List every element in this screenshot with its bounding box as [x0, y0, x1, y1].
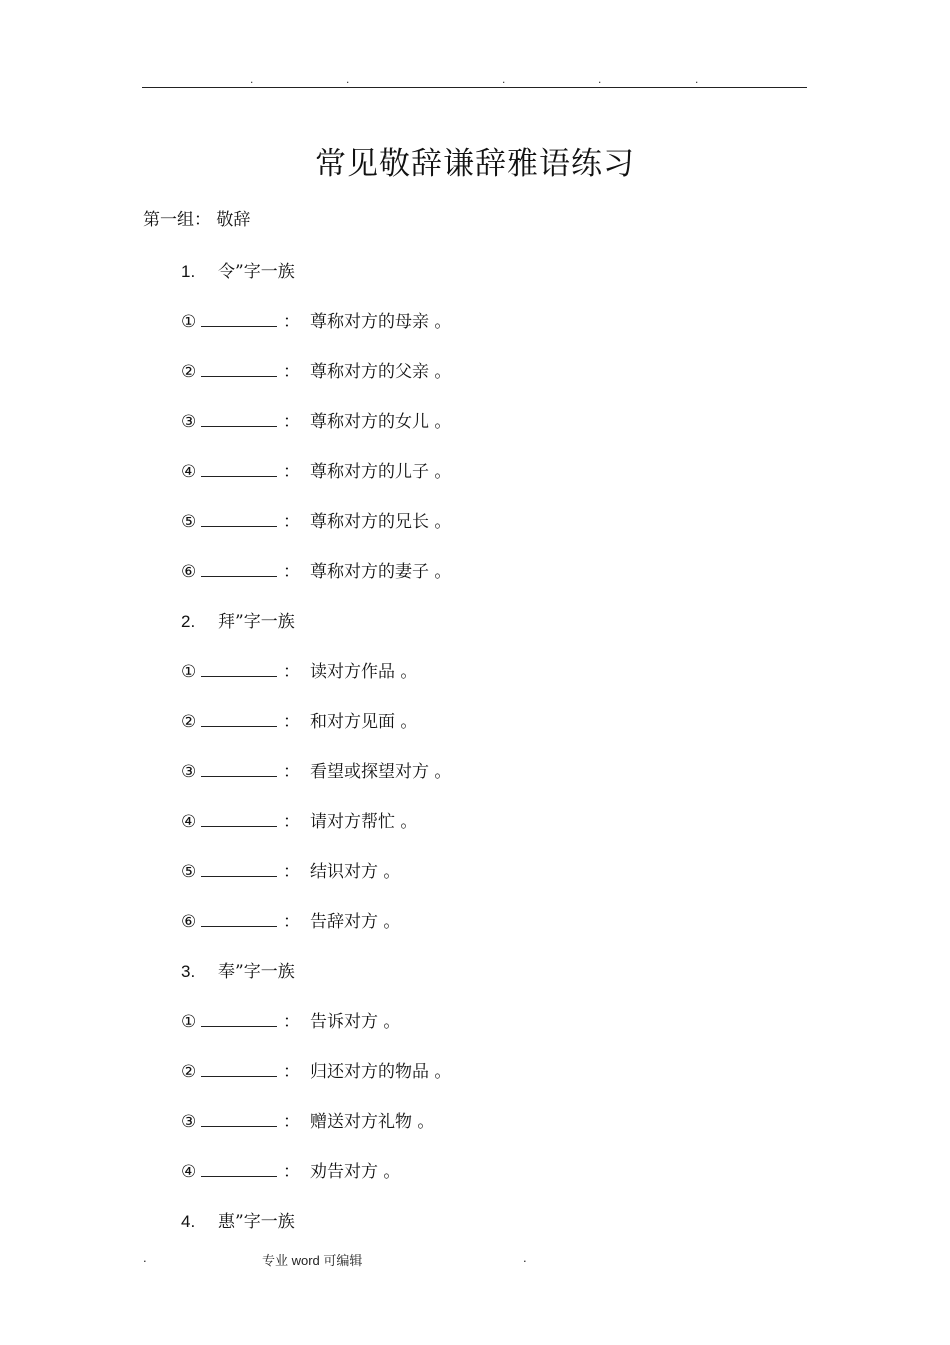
answer-blank[interactable] — [201, 561, 277, 577]
exercise-item — [181, 507, 451, 532]
item-marker: ② — [181, 1062, 197, 1082]
header-dot: . — [695, 72, 699, 86]
group-label: 第一组： 敬辞 — [143, 210, 251, 230]
item-marker: ⑤ — [181, 512, 197, 532]
answer-blank[interactable] — [201, 861, 277, 877]
item-marker: ④ — [181, 1162, 197, 1182]
item-description: 告辞对方 。 — [310, 912, 401, 932]
section-heading — [181, 607, 295, 632]
item-description: 结识对方 。 — [310, 862, 401, 882]
exercise-item — [181, 807, 417, 832]
answer-blank[interactable] — [201, 761, 277, 777]
section-number: 3. — [181, 962, 196, 981]
item-marker: ③ — [181, 1112, 197, 1132]
exercise-item — [181, 657, 417, 682]
item-separator: ： — [283, 1012, 300, 1032]
item-separator: ： — [283, 362, 300, 382]
item-description: 尊称对方的母亲 。 — [310, 312, 452, 332]
item-separator: ： — [283, 762, 300, 782]
exercise-item — [181, 757, 451, 782]
item-description: 告诉对方 。 — [310, 1012, 401, 1032]
item-separator: ： — [283, 662, 300, 682]
item-description: 归还对方的物品 。 — [310, 1062, 452, 1082]
section-title: 惠”字一族 — [218, 1212, 295, 1232]
section-number: 1. — [181, 262, 196, 281]
footer-left-dot: . — [143, 1250, 147, 1265]
exercise-item — [181, 1107, 434, 1132]
item-separator: ： — [283, 1162, 300, 1182]
header-dot: . — [346, 72, 350, 86]
item-separator: ： — [283, 312, 300, 332]
answer-blank[interactable] — [201, 461, 277, 477]
answer-blank[interactable] — [201, 1111, 277, 1127]
answer-blank[interactable] — [201, 411, 277, 427]
section-number: 2. — [181, 612, 196, 631]
item-description: 看望或探望对方 。 — [310, 762, 452, 782]
section-heading — [181, 1207, 295, 1232]
item-separator: ： — [283, 1112, 300, 1132]
item-separator: ： — [283, 912, 300, 932]
item-description: 劝告对方 。 — [310, 1162, 401, 1182]
section-heading — [181, 957, 295, 982]
exercise-item — [181, 357, 451, 382]
exercise-item — [181, 907, 400, 932]
section-heading — [181, 257, 295, 282]
section-number: 4. — [181, 1212, 196, 1231]
header-dot: . — [598, 72, 602, 86]
item-marker: ① — [181, 312, 197, 332]
header-dot: . — [502, 72, 506, 86]
answer-blank[interactable] — [201, 511, 277, 527]
item-separator: ： — [283, 812, 300, 832]
item-description: 读对方作品 。 — [310, 662, 418, 682]
answer-blank[interactable] — [201, 311, 277, 327]
exercise-item — [181, 857, 400, 882]
exercise-item — [181, 1157, 400, 1182]
header-dot: . — [250, 72, 254, 86]
answer-blank[interactable] — [201, 361, 277, 377]
footer-text: 专业 word 可编辑 — [262, 1253, 363, 1268]
section-title: 拜”字一族 — [218, 612, 295, 632]
exercise-item — [181, 1007, 400, 1032]
answer-blank[interactable] — [201, 1061, 277, 1077]
answer-blank[interactable] — [201, 661, 277, 677]
item-description: 赠送对方礼物 。 — [310, 1112, 435, 1132]
item-description: 尊称对方的妻子 。 — [310, 562, 452, 582]
item-separator: ： — [283, 412, 300, 432]
item-marker: ④ — [181, 812, 197, 832]
item-separator: ： — [283, 462, 300, 482]
exercise-item — [181, 1057, 451, 1082]
item-description: 和对方见面 。 — [310, 712, 418, 732]
item-separator: ： — [283, 1062, 300, 1082]
item-marker: ① — [181, 662, 197, 682]
item-separator: ： — [283, 712, 300, 732]
item-marker: ④ — [181, 462, 197, 482]
item-marker: ① — [181, 1012, 197, 1032]
item-marker: ⑤ — [181, 862, 197, 882]
answer-blank[interactable] — [201, 911, 277, 927]
answer-blank[interactable] — [201, 811, 277, 827]
exercise-item — [181, 557, 451, 582]
item-separator: ： — [283, 862, 300, 882]
answer-blank[interactable] — [201, 1011, 277, 1027]
item-description: 尊称对方的儿子 。 — [310, 462, 452, 482]
item-marker: ⑥ — [181, 912, 197, 932]
exercise-item — [181, 457, 451, 482]
item-description: 请对方帮忙 。 — [310, 812, 418, 832]
item-description: 尊称对方的兄长 。 — [310, 512, 452, 532]
item-marker: ② — [181, 362, 197, 382]
section-title: 令”字一族 — [218, 262, 295, 282]
exercise-item — [181, 707, 417, 732]
item-separator: ： — [283, 562, 300, 582]
item-description: 尊称对方的父亲 。 — [310, 362, 452, 382]
section-title: 奉”字一族 — [218, 962, 295, 982]
exercise-item — [181, 407, 451, 432]
item-description: 尊称对方的女儿 。 — [310, 412, 452, 432]
item-marker: ③ — [181, 762, 197, 782]
answer-blank[interactable] — [201, 711, 277, 727]
exercise-item — [181, 307, 451, 332]
item-marker: ② — [181, 712, 197, 732]
answer-blank[interactable] — [201, 1161, 277, 1177]
item-marker: ⑥ — [181, 562, 197, 582]
page-title: 常见敬辞谦辞雅语练习 — [315, 146, 635, 182]
footer-right-dot: . — [523, 1250, 527, 1265]
item-separator: ： — [283, 512, 300, 532]
item-marker: ③ — [181, 412, 197, 432]
